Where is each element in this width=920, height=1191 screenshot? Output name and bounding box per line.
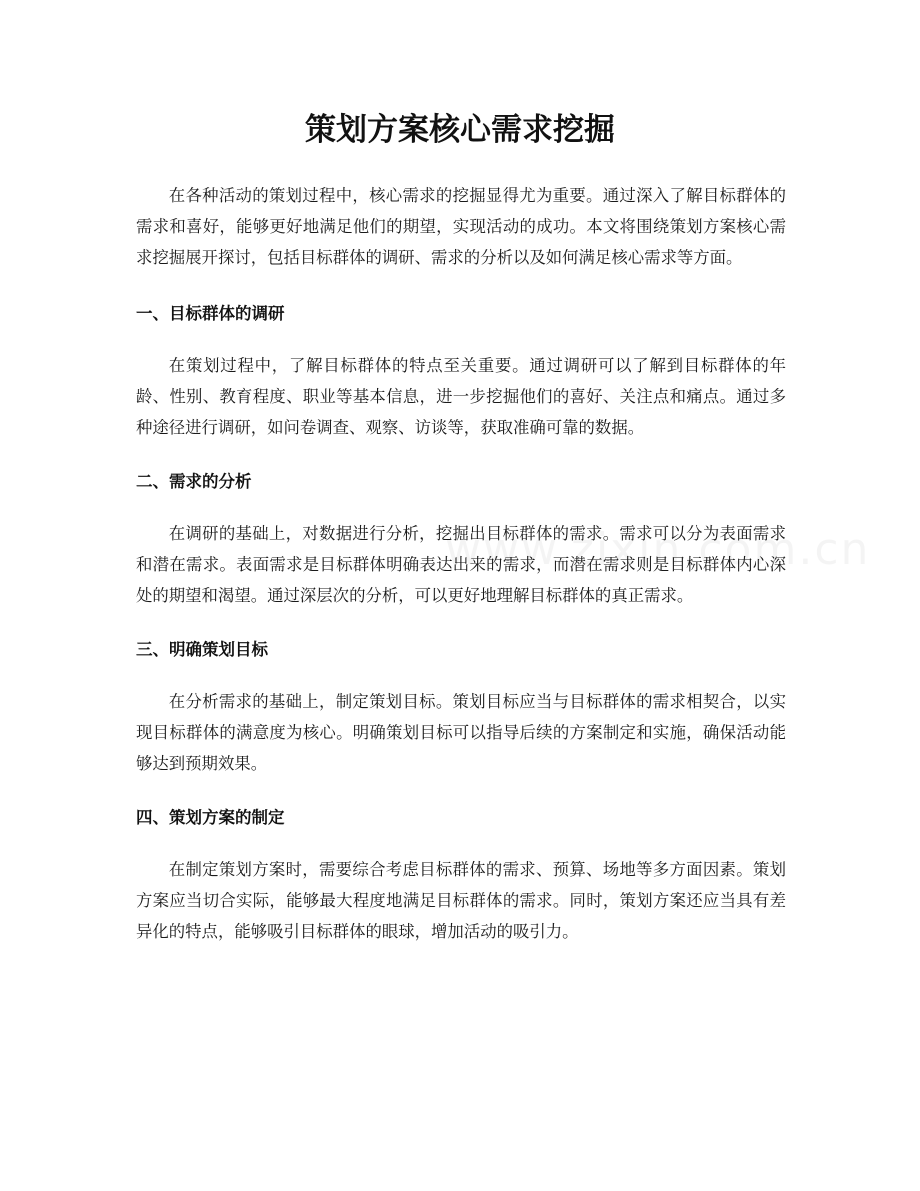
section-heading: 三、明确策划目标 — [136, 640, 268, 659]
section-paragraph: 在策划过程中，了解目标群体的特点至关重要。通过调研可以了解到目标群体的年龄、性别、教育程度、职业等基本信息，进一步挖掘他们的喜好、关注点和痛点。通过多种途径进行调研，如问卷调查、观察、访谈等，获取准确可靠的数据。 — [136, 356, 786, 437]
section-goals — [136, 636, 786, 779]
section-research — [136, 300, 786, 443]
section-paragraph: 在制定策划方案时，需要综合考虑目标群体的需求、预算、场地等多方面因素。策划方案应当切合实际，能够最大程度地满足目标群体的需求。同时，策划方案还应当具有差异化的特点，能够吸引目标群体的眼球，增加活动的吸引力。 — [136, 860, 786, 941]
document-body — [136, 180, 786, 947]
document-title: 策划方案核心需求挖掘 — [305, 112, 615, 148]
section-paragraph: 在分析需求的基础上，制定策划目标。策划目标应当与目标群体的需求相契合，以实现目标群体的满意度为核心。明确策划目标可以指导后续的方案制定和实施，确保活动能够达到预期效果。 — [136, 692, 786, 773]
section-paragraph: 在调研的基础上，对数据进行分析，挖掘出目标群体的需求。需求可以分为表面需求和潜在需求。表面需求是目标群体明确表达出来的需求，而潜在需求则是目标群体内心深处的期望和渴望。通过深层次的分析，可以更好地理解目标群体的真正需求。 — [136, 524, 786, 605]
section-heading: 一、目标群体的调研 — [136, 304, 285, 323]
intro-paragraph: 在各种活动的策划过程中，核心需求的挖掘显得尤为重要。通过深入了解目标群体的需求和喜好，能够更好地满足他们的期望，实现活动的成功。本文将围绕策划方案核心需求挖掘展开探讨，包括目标群体的调研、需求的分析以及如何满足核心需求等方面。 — [136, 186, 786, 267]
section-plan — [136, 804, 786, 947]
section-heading: 二、需求的分析 — [136, 472, 252, 491]
section-analysis — [136, 468, 786, 611]
section-heading: 四、策划方案的制定 — [136, 808, 285, 827]
